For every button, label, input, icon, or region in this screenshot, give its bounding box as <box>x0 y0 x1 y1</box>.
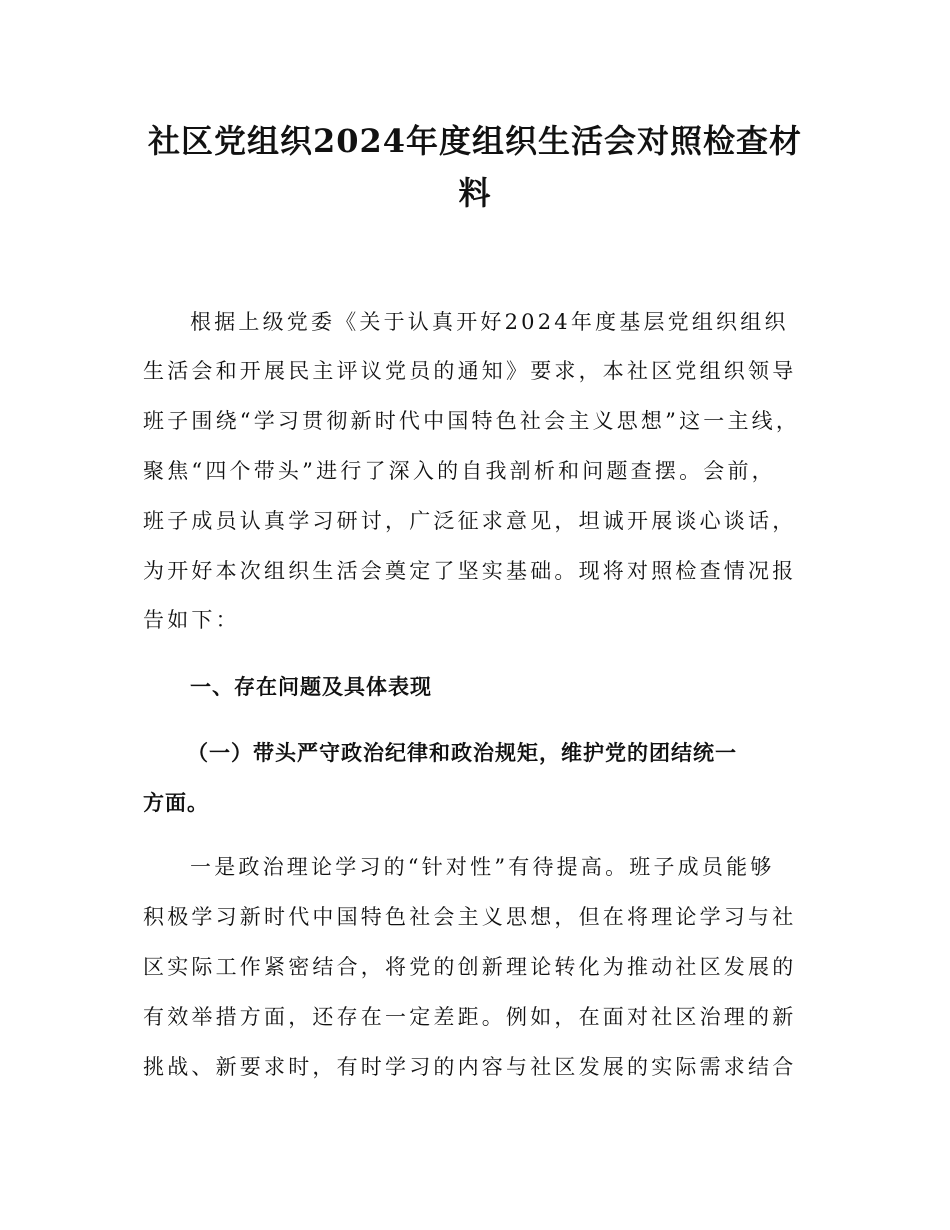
body-line-1: 一是政治理论学习的“针对性”有待提高。班子成员能够 <box>190 855 775 879</box>
body-line-5: 挑战、新要求时，有时学习的内容与社区发展的实际需求结合 <box>143 1055 797 1079</box>
subsection-heading-line-2: 方面。 <box>143 791 209 815</box>
document-title <box>130 115 820 219</box>
body-line-3: 区实际工作紧密结合，将党的创新理论转化为推动社区发展的 <box>143 955 797 979</box>
intro-line-3: 班子围绕“学习贯彻新时代中国特色社会主义思想”这一主线， <box>143 409 801 433</box>
intro-line-1: 根据上级党委《关于认真开好2024年度基层党组织组织 <box>190 310 789 334</box>
intro-line-6: 为开好本次组织生活会奠定了坚实基础。现将对照检查情况报 <box>143 559 797 583</box>
title-line-1: 社区党组织2024年度组织生活会对照检查材 <box>147 122 803 160</box>
body-line-4: 有效举措方面，还存在一定差距。例如，在面对社区治理的新 <box>143 1005 797 1029</box>
intro-line-5: 班子成员认真学习研讨，广泛征求意见，坦诚开展谈心谈话， <box>143 509 797 533</box>
section-heading: 一、存在问题及具体表现 <box>190 675 432 699</box>
body-line-2: 积极学习新时代中国特色社会主义思想，但在将理论学习与社 <box>143 905 797 929</box>
intro-line-2: 生活会和开展民主评议党员的通知》要求，本社区党组织领导 <box>143 359 797 383</box>
intro-line-7: 告如下： <box>143 608 240 632</box>
subsection-heading-line-1: （一）带头严守政治纪律和政治规矩，维护党的团结统一 <box>187 741 737 765</box>
intro-line-4: 聚焦“四个带头”进行了深入的自我剖析和问题查摆。会前， <box>143 459 776 483</box>
title-line-2: 料 <box>458 174 492 212</box>
